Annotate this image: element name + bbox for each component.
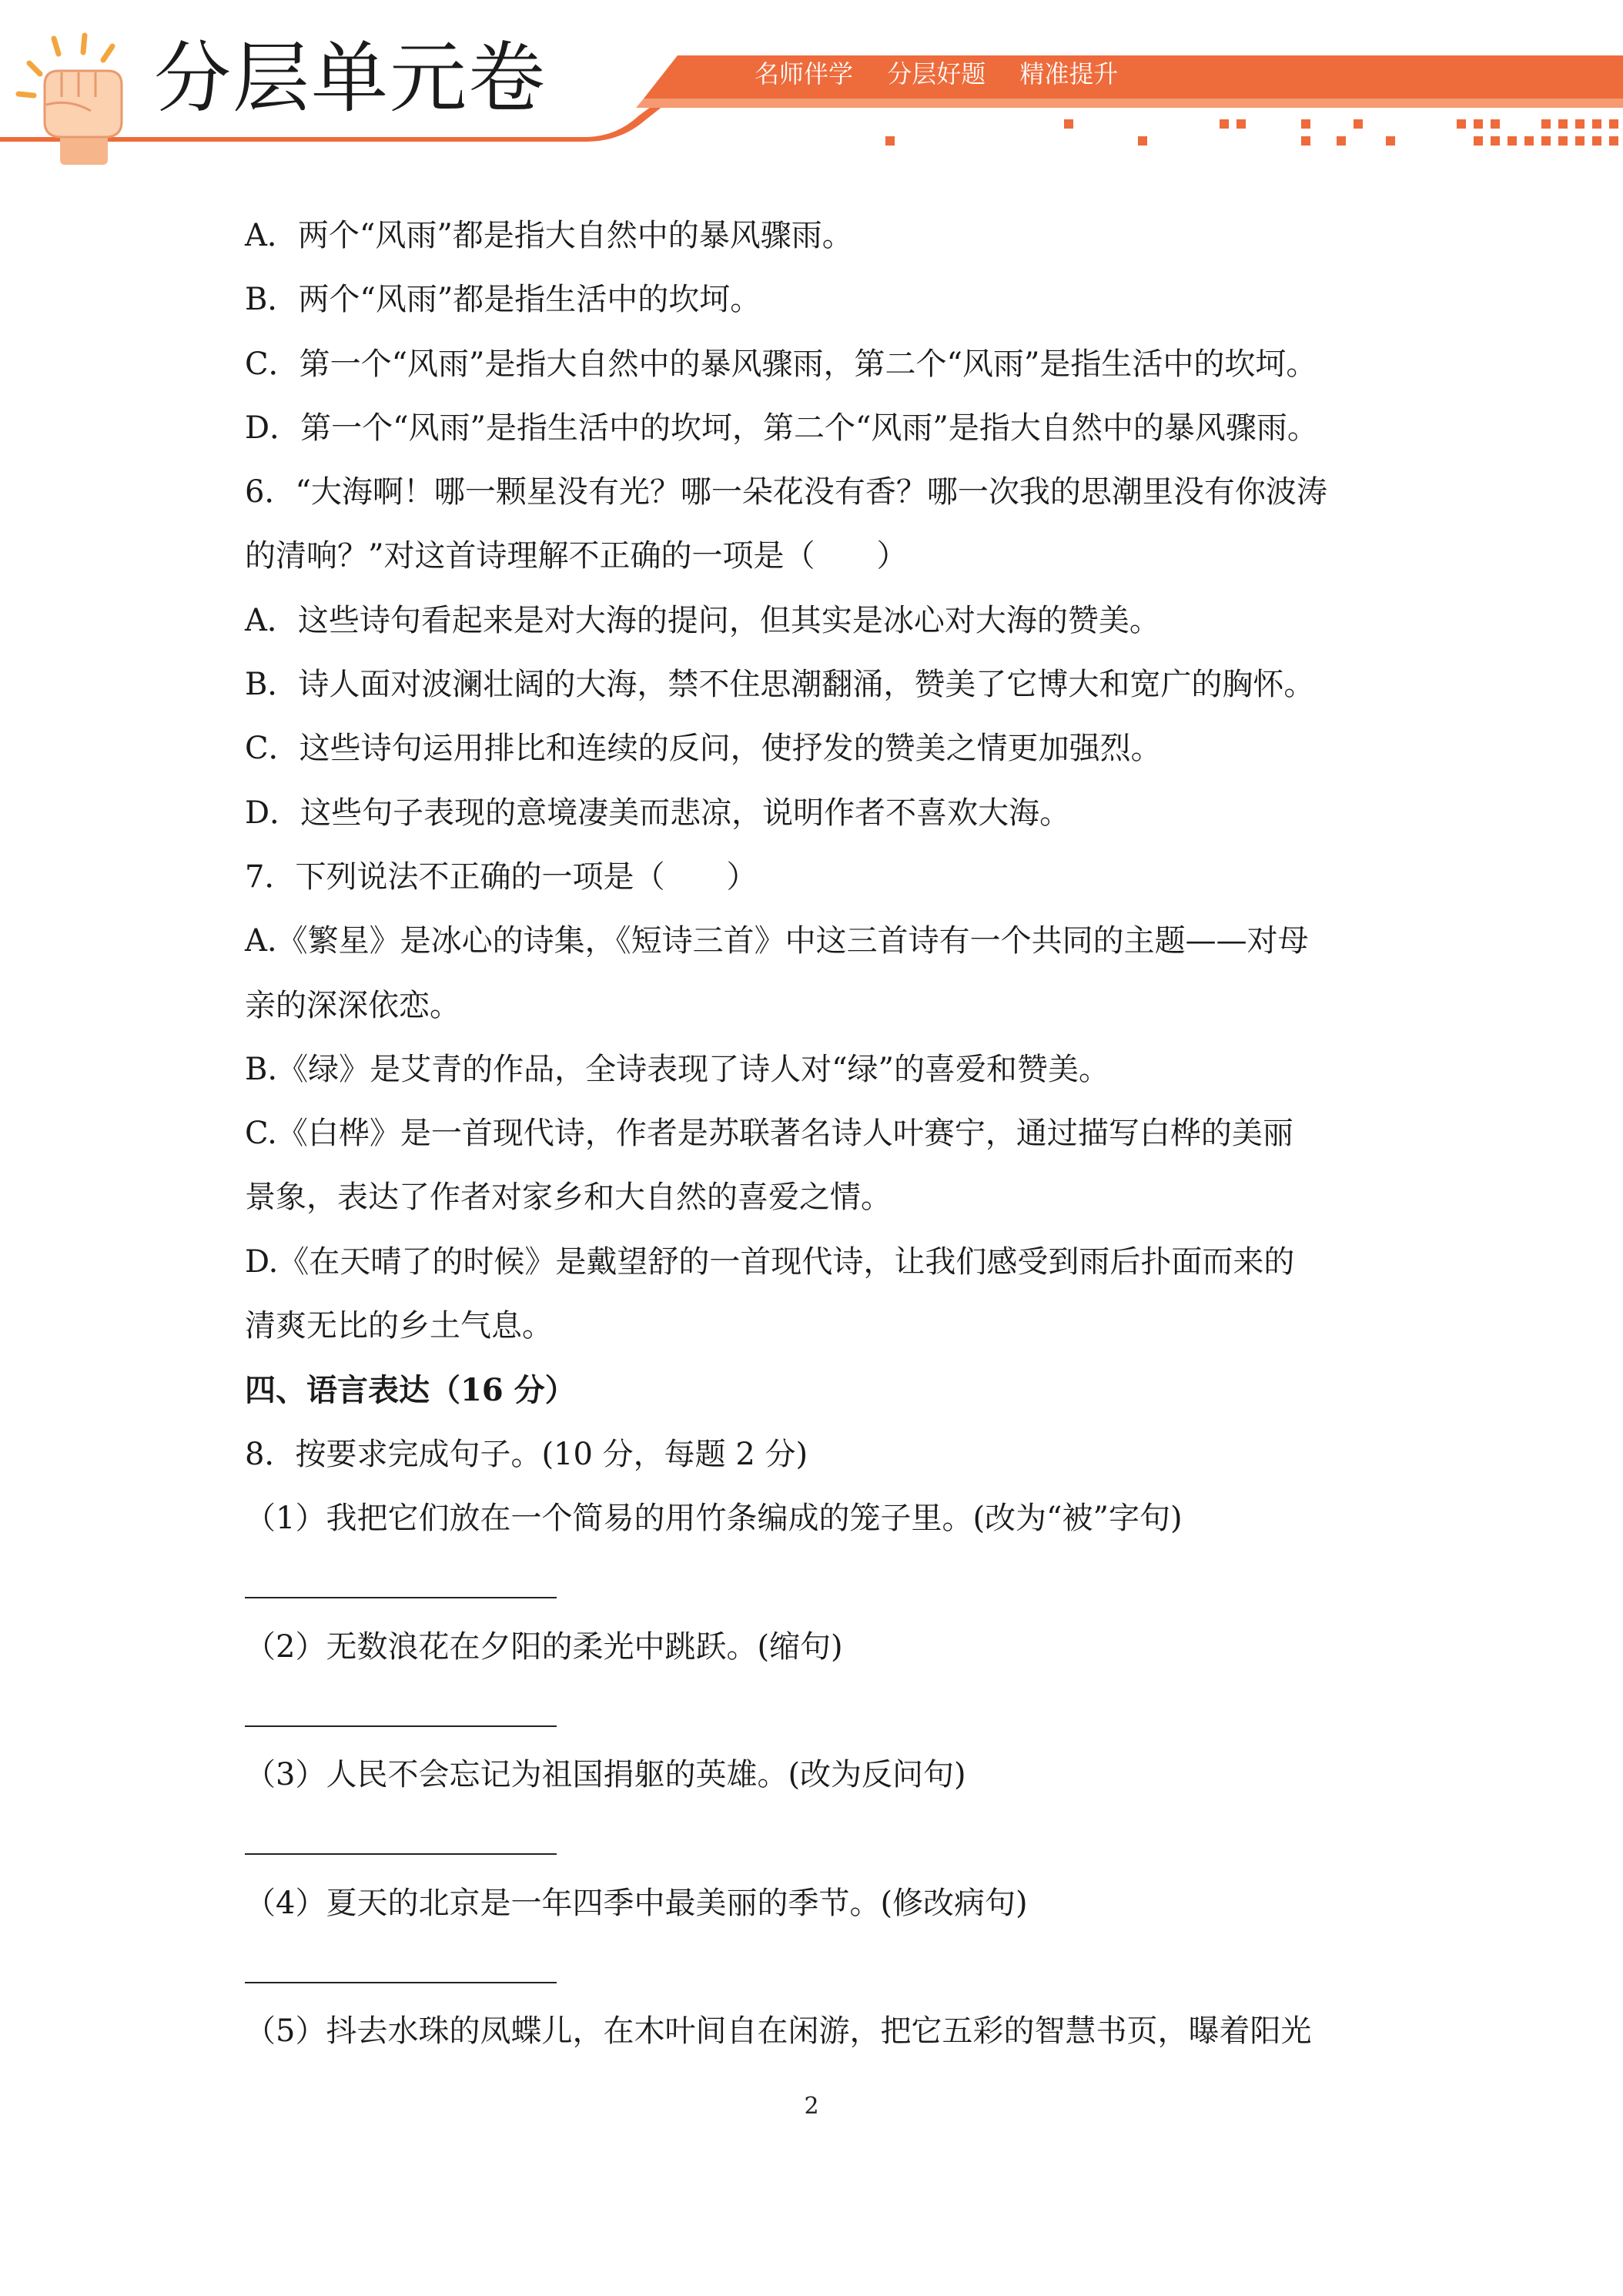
option-line: C．这些诗句运用排比和连续的反问，使抒发的赞美之情更加强烈。 [245, 731, 1162, 767]
page-header [0, 0, 1623, 177]
document-body [245, 204, 1415, 2064]
subquestion-line: （4）夏天的北京是一年四季中最美丽的季节。(修改病句) [245, 1885, 1028, 1921]
answer-underline [245, 1982, 557, 1983]
option-line: D.《在天晴了的时候》是戴望舒的一首现代诗，让我们感受到雨后扑面而来的 [245, 1243, 1295, 1280]
answer-underline [245, 1597, 557, 1598]
subquestion-line: （2）无数浪花在夕阳的柔光中跳跃。(缩句) [245, 1628, 843, 1665]
question-line: 7．下列说法不正确的一项是（ ） [245, 858, 758, 895]
question-line: 8．按要求完成句子。(10 分，每题 2 分) [245, 1436, 808, 1472]
option-line: A．这些诗句看起来是对大海的提问，但其实是冰心对大海的赞美。 [245, 602, 1160, 638]
option-line: B．两个“风雨”都是指生活中的坎坷。 [245, 282, 761, 318]
option-line: C.《白桦》是一首现代诗，作者是苏联著名诗人叶赛宁，通过描写白桦的美丽 [245, 1116, 1293, 1152]
header-slogan [755, 59, 1144, 89]
answer-blank[interactable] [245, 1936, 1415, 2000]
option-line: B．诗人面对波澜壮阔的大海，禁不住思潮翻涌，赞美了它博大和宽广的胸怀。 [245, 667, 1315, 703]
option-line: D．第一个“风雨”是指生活中的坎坷，第二个“风雨”是指大自然中的暴风骤雨。 [245, 410, 1318, 446]
answer-blank[interactable] [245, 1551, 1415, 1615]
answer-blank[interactable] [245, 1807, 1415, 1871]
question-line: 的清响？”对这首诗理解不正确的一项是（ ） [245, 538, 908, 574]
option-line: B.《绿》是艾青的作品，全诗表现了诗人对“绿”的喜爱和赞美。 [245, 1051, 1110, 1087]
option-line: 清爽无比的乡土气息。 [245, 1308, 553, 1344]
option-line: A．两个“风雨”都是指大自然中的暴风骤雨。 [245, 218, 853, 253]
brand-title: 分层单元卷 [154, 33, 547, 123]
option-line: 景象，表达了作者对家乡和大自然的喜爱之情。 [245, 1180, 892, 1216]
option-line: D．这些句子表现的意境凄美而悲凉，说明作者不喜欢大海。 [245, 795, 1071, 831]
answer-underline [245, 1725, 557, 1727]
subquestion-line: （5）抖去水珠的凤蝶儿，在木叶间自在闲游，把它五彩的智慧书页，曝着阳光 [245, 2013, 1312, 2050]
question-line: 6．“大海啊！哪一颗星没有光？哪一朵花没有香？哪一次我的思潮里没有你波涛 [245, 474, 1327, 510]
answer-underline [245, 1853, 557, 1855]
slogan-item: 精准提升 [1019, 59, 1119, 89]
answer-blank[interactable] [245, 1679, 1415, 1743]
section-heading: 四、语言表达（16 分） [245, 1372, 576, 1409]
option-line: 亲的深深依恋。 [245, 987, 460, 1023]
slogan-item: 名师伴学 [755, 59, 854, 89]
fist-logo-icon [14, 31, 145, 169]
page-number: 2 [804, 2093, 819, 2120]
option-line: C．第一个“风雨”是指大自然中的暴风骤雨，第二个“风雨”是指生活中的坎坷。 [245, 346, 1317, 382]
slogan-item: 分层好题 [887, 59, 986, 89]
subquestion-line: （1）我把它们放在一个简易的用竹条编成的笼子里。(改为“被”字句) [245, 1500, 1183, 1536]
option-line: A.《繁星》是冰心的诗集，《短诗三首》中这三首诗有一个共同的主题——对母 [245, 923, 1309, 959]
subquestion-line: （3）人民不会忘记为祖国捐躯的英雄。(改为反问句) [245, 1757, 966, 1793]
